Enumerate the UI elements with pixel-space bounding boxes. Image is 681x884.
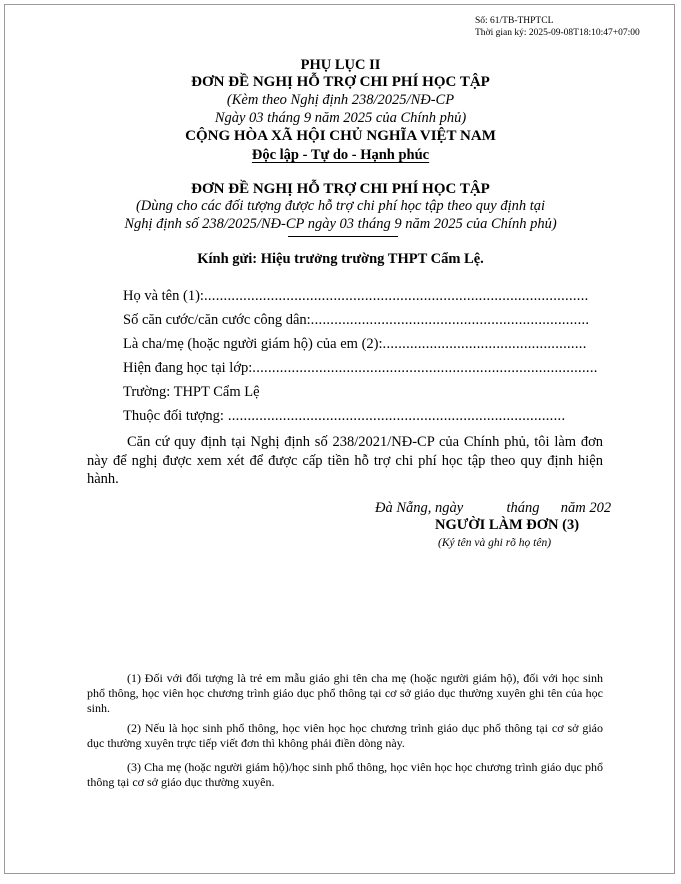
footnote-3: (3) Cha mẹ (hoặc người giám hộ)/học sinh phổ thông, học viên học học chương trình giáo dục phổ thông tại cơ sở giáo dục thường xuyên. <box>87 760 603 789</box>
title-underline <box>288 236 398 237</box>
request-paragraph: Căn cứ quy định tại Nghị định số 238/2021/NĐ-CP của Chính phủ, tôi làm đơn này để nghị được xem xét để được cấp tiền hỗ trợ chi phí học tập theo quy định hiện hành. <box>87 434 603 487</box>
field-full-name[interactable]: Họ và tên (1):.................................................................................................. <box>123 288 589 304</box>
document-number: Số: 61/TB-THPTCL <box>475 16 554 26</box>
header-title: ĐƠN ĐỀ NGHỊ HỖ TRỢ CHI PHÍ HỌC TẬP <box>191 74 490 90</box>
signer-note: (Ký tên và ghi rõ họ tên) <box>438 537 552 549</box>
form-subtitle-line2: Nghị định số 238/2025/NĐ-CP ngày 03 tháng 9 năm 2025 của Chính phủ) <box>124 216 557 232</box>
signer-title: NGƯỜI LÀM ĐƠN (3) <box>435 517 580 533</box>
decree-date: Ngày 03 tháng 9 năm 2025 của Chính phủ) <box>214 110 467 126</box>
signature-date: Đà Nẵng, ngày tháng năm 202 <box>375 500 612 516</box>
footnote-2: (2) Nếu là học sinh phổ thông, học viên học học chương trình giáo dục phổ thông tại cơ sở giáo dục thường xuyên trực tiếp viết đơn thì không phải điền dòng này. <box>87 721 603 750</box>
form-subtitle-line1: (Dùng cho các đối tượng được hỗ trợ chi phí học tập theo quy định tại <box>135 198 546 214</box>
field-parent-of[interactable]: Là cha/mẹ (hoặc người giám hộ) của em (2):.................................................... <box>123 336 587 352</box>
document-page <box>4 4 675 874</box>
attached-decree: (Kèm theo Nghị định 238/2025/NĐ-CP <box>226 92 455 108</box>
footnote-1: (1) Đối với đối tượng là trẻ em mẫu giáo ghi tên cha mẹ (hoặc người giám hộ), đối với học sinh phổ thông, học viên học chương trình giáo dục phổ thông tại cơ sở giáo dục thường xuyên ghi tên của học sinh. <box>87 671 603 715</box>
field-school: Trường: THPT Cẩm Lệ <box>123 384 260 400</box>
field-category[interactable]: Thuộc đối tượng: ...................................................................................... <box>123 408 566 424</box>
appendix-title: PHỤ LỤC II <box>300 57 381 73</box>
national-motto: Độc lập - Tự do - Hạnh phúc <box>251 147 430 163</box>
signing-time: Thời gian ký: 2025-09-08T18:10:47+07:00 <box>475 28 640 38</box>
national-title: CỘNG HÒA XÃ HỘI CHỦ NGHĨA VIỆT NAM <box>185 128 496 144</box>
field-id-number[interactable]: Số căn cước/căn cước công dân:....................................................................... <box>123 312 590 328</box>
document-meta <box>475 15 640 39</box>
recipient-line: Kính gửi: Hiệu trưởng trường THPT Cẩm Lệ. <box>197 251 484 267</box>
field-class[interactable]: Hiện đang học tại lớp:........................................................................................ <box>123 360 598 376</box>
form-title: ĐƠN ĐỀ NGHỊ HỖ TRỢ CHI PHÍ HỌC TẬP <box>191 181 490 197</box>
